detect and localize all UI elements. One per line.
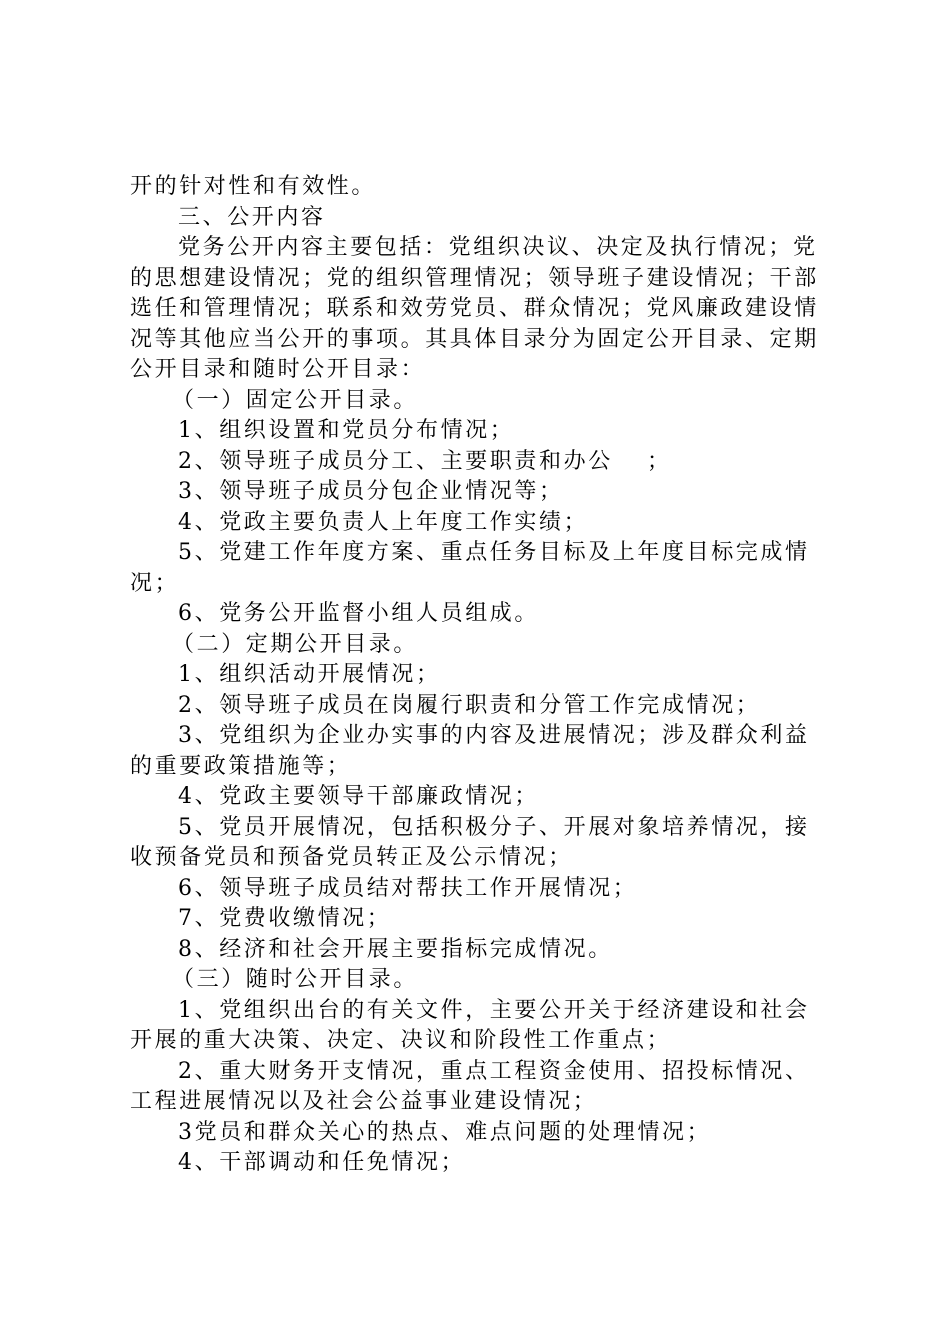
paragraph-content-overview: 党务公开内容主要包括：党组织决议、决定及执行情况；党的思想建设情况；党的组织管理情况；领导班子建设情况；干部选任和管理情况；联系和效劳党员、群众情况；党风廉政建设情况等其他应当公开的事项。其具体目录分为固定公开目录、定期公开目录和随时公开目录：	[130, 235, 819, 382]
subheading-fixed-catalog: （一）固定公开目录。	[172, 387, 419, 413]
section-heading-public-content: 三、公开内容	[178, 204, 326, 230]
paragraph-continuation: 开的针对性和有效性。	[130, 174, 377, 199]
list-item-periodic-7: 7、党费收缴情况；	[178, 906, 392, 931]
list-item-anytime-3: 3党员和群众关心的热点、难点问题的处理情况；	[178, 1119, 712, 1145]
list-item-fixed-5: 5、党建工作年度方案、重点任务目标及上年度目标完成情况；	[130, 540, 810, 596]
list-item-periodic-5: 5、党员开展情况，包括积极分子、开展对象培养情况，接收预备党员和预备党员转正及公示情况；	[130, 814, 810, 870]
list-item-fixed-3: 3、领导班子成员分包企业情况等；	[178, 479, 564, 504]
list-item-periodic-4: 4、党政主要领导干部廉政情况；	[178, 784, 539, 809]
list-item-periodic-2: 2、领导班子成员在岗履行职责和分管工作完成情况；	[178, 692, 761, 718]
list-item-periodic-3: 3、党组织为企业办实事的内容及进展情况；涉及群众利益的重要政策措施等；	[130, 723, 810, 779]
list-item-fixed-6: 6、党务公开监督小组人员组成。	[178, 601, 539, 626]
list-item-periodic-6: 6、领导班子成员结对帮扶工作开展情况；	[178, 875, 638, 901]
list-item-fixed-1: 1、组织设置和党员分布情况；	[178, 418, 515, 443]
subheading-anytime-catalog: （三）随时公开目录。	[172, 967, 419, 992]
list-item-anytime-1: 1、党组织出台的有关文件，主要公开关于经济建设和社会开展的重大决策、决定、决议和阶段性工作重点；	[130, 997, 810, 1053]
list-item-anytime-2: 2、重大财务开支情况，重点工程资金使用、招投标情况、工程进展情况以及社会公益事业建设情况；	[130, 1058, 810, 1114]
list-item-fixed-2: 2、领导班子成员分工、主要职责和办公 ；	[178, 448, 672, 474]
list-item-anytime-4: 4、干部调动和任免情况；	[178, 1150, 466, 1175]
list-item-periodic-1: 1、组织活动开展情况；	[178, 662, 441, 687]
subheading-periodic-catalog: （二）定期公开目录。	[172, 631, 419, 657]
list-item-periodic-8: 8、经济和社会开展主要指标完成情况。	[178, 936, 613, 962]
list-item-fixed-4: 4、党政主要负责人上年度工作实绩；	[178, 509, 589, 535]
document-body	[130, 172, 830, 1179]
